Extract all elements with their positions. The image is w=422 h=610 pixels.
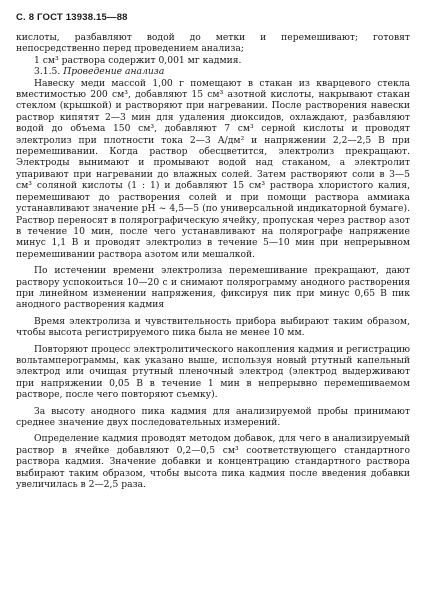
document-page xyxy=(16,12,410,495)
section-heading xyxy=(16,66,410,77)
section-title: Проведение анализа xyxy=(63,66,165,78)
paragraph-peak-height: За высоту анодного пика кадмия для анализируемой пробы принимают среднее значение двух последовательных измерений. xyxy=(16,405,410,428)
paragraph-polarogram: По истечении времени электролиза перемешивание прекращают, дают раствору успокоиться 10—20 с и снимают полярограмму анодного растворения при линейном изменении напряжения, фиксируя пик при минус 0,65 В пик анодного растворения кадмия xyxy=(16,265,410,311)
section-number: 3.1.5. xyxy=(34,66,61,78)
document-body xyxy=(16,32,410,490)
paragraph-reagent-preparation: кислоты, разбавляют водой до метки и перемешивают; готовят непосредственно перед проведением анализа; xyxy=(16,32,410,55)
paragraph-concentration: 1 см³ раствора содержит 0,001 мг кадмия. xyxy=(34,54,242,66)
page-header: С. 8 ГОСТ 13938.15—88 xyxy=(16,12,128,23)
paragraph-electrolysis-time: Время электролиза и чувствительность прибора выбирают таким образом, чтобы высота регистрируемого пика была не менее 10 мм. xyxy=(16,315,410,339)
paragraph-additions-method: Определение кадмия проводят методом добавок, для чего в анализируемый раствор в ячейке добавляют 0,2—0,5 см³ соответствующего стандартного раствора кадмия. Значение добавки и концентрацию стандартного раствора выбирают таким образом, чтобы высота пика кадмия после введения добавки увеличилась в 2—2,5 раза. xyxy=(16,433,410,491)
paragraph-repeat-process: Повторяют процесс электролитического накопления кадмия и регистрацию вольтамперограммы, как указано выше, используя новый ртутный капельный электрод или очищая ртутный пленочный электрод (электрод выдерживают при напряжении 0,05 В в течение 1 мин в непрерывно перемешиваемом растворе, после чего повторяют съемку). xyxy=(16,343,410,401)
paragraph-procedure: Навеску меди массой 1,00 г помещают в стакан из кварцевого стекла вместимостью 200 см³, добавляют 15 см³ азотной кислоты, накрывают стакан стеклом (крышкой) и растворяют при нагревании. После растворения навески раствор кипятят 2—3 мин для удаления диоксидов, охлаждают, разбавляют водой до объема 150 см³, добавляют 7 см³ серной кислоты и проводят электролиз при плотности тока 2—3 А/дм² и напряжении 2,2—2,5 В при перемешивании. Когда раствор обесцветится, электролиз прекращают. Электроды вынимают и промывают водой над стаканом, а электролит упаривают при нагревании до влажных солей. Затем растворяют соли в 3—5 см³ соляной кислоты (1 : 1) и добавляют 15 см³ раствора хлористого калия, перемешивают до растворения солей и при помощи раствора аммиака устанавливают значение pH ~ 4,5—5 (по универсальной индикаторной бумаге). Раствор переносят в полярографическую ячейку, пропуская через раствор азот в течение 10 мин, после чего устанавливают на полярографе напряжение минус 1,1 В и проводят электролиз в течение 5—10 мин при непрерывном перемешивании раствора азотом или мешалкой. xyxy=(16,77,410,260)
